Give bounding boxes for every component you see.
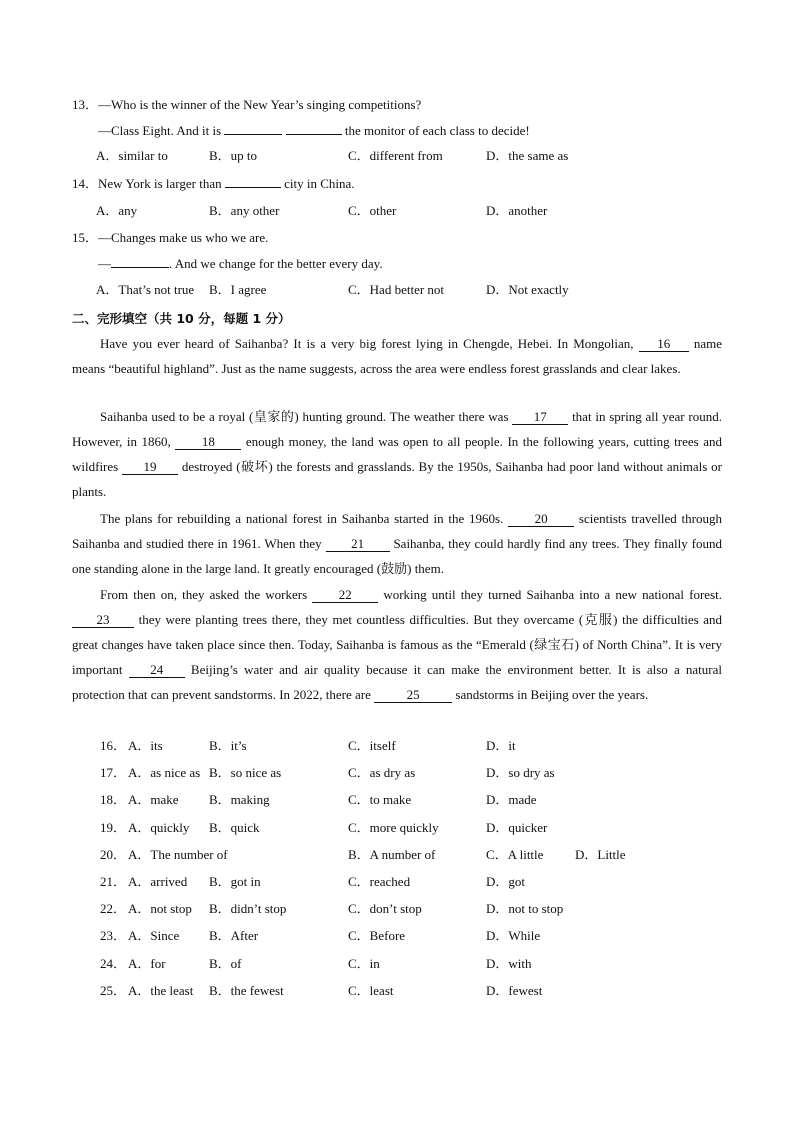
option-a: A．The number of bbox=[128, 847, 228, 862]
q15-stem: 15．—Changes make us who we are. bbox=[72, 230, 269, 245]
option-d: D．fewest bbox=[486, 983, 543, 998]
option-a: A．its bbox=[128, 738, 163, 753]
q13-option-d: D．the same as bbox=[486, 148, 569, 163]
option-d: D．not to stop bbox=[486, 901, 564, 916]
passage-paragraph-2: Saihanba used to be a royal (皇家的) hunting ground. The weather there was 17 that in spring all year round. However, in 1860, 18 enough money, the land was open to all people. In the following years, cutting trees and wildfires 19 destroyed (破坏) the forests and grasslands. By the 1950s, Saihanba had poor land without animals or plants. bbox=[72, 409, 722, 499]
option-a: A．Since bbox=[128, 928, 180, 943]
q13-option-a: A．similar to bbox=[96, 148, 168, 163]
q15-option-a: A．That’s not true bbox=[96, 282, 195, 297]
option-a: A．for bbox=[128, 956, 166, 971]
q13-stem: 13．—Who is the winner of the New Year’s singing competitions? bbox=[72, 97, 422, 112]
answer-number: 16． bbox=[100, 738, 127, 753]
option-c: C．don’t stop bbox=[348, 901, 422, 916]
blank-16: 16 bbox=[639, 337, 689, 352]
option-c: C．least bbox=[348, 983, 394, 998]
option-b: B．of bbox=[209, 956, 242, 971]
option-a: A．the least bbox=[128, 983, 194, 998]
option-b: B．A number of bbox=[348, 847, 436, 862]
q15-line2: — . And we change for the better every day. bbox=[98, 256, 383, 271]
option-d: D．it bbox=[486, 738, 516, 753]
q14-stem: 14．New York is larger than city in China. bbox=[72, 176, 355, 191]
blank-25: 25 bbox=[374, 688, 452, 703]
section-title: 二、完形填空（共 10 分，每题 1 分） bbox=[72, 311, 291, 326]
option-c: C．itself bbox=[348, 738, 396, 753]
answer-number: 21． bbox=[100, 874, 127, 889]
answer-number: 20． bbox=[100, 847, 127, 862]
answer-number: 24． bbox=[100, 956, 127, 971]
q15-option-c: C．Had better not bbox=[348, 282, 445, 297]
answer-number: 22． bbox=[100, 901, 127, 916]
option-c: C．more quickly bbox=[348, 820, 439, 835]
option-c: C．Before bbox=[348, 928, 406, 943]
option-a: A．make bbox=[128, 792, 179, 807]
option-b: B．making bbox=[209, 792, 270, 807]
answer-number: 18． bbox=[100, 792, 127, 807]
q14-option-b: B．any other bbox=[209, 203, 280, 218]
passage-paragraph-3: The plans for rebuilding a national forest in Saihanba started in the 1960s. 20 scientists travelled through Saihanba and studied there in 1961. When they 21 Saihanba, they could hardly find any trees. They finally found one standing alone in the large land. It greatly encouraged (鼓励) them. bbox=[72, 511, 722, 576]
answer-number: 23． bbox=[100, 928, 127, 943]
option-b: B．quick bbox=[209, 820, 260, 835]
option-b: B．so nice as bbox=[209, 765, 282, 780]
q14-option-d: D．another bbox=[486, 203, 548, 218]
q13-blank-1 bbox=[224, 134, 282, 135]
blank-18: 18 bbox=[175, 435, 241, 450]
option-d: D．made bbox=[486, 792, 537, 807]
blank-24: 24 bbox=[129, 663, 185, 678]
passage-paragraph-4: From then on, they asked the workers 22 working until they turned Saihanba into a new national forest. 23 they were planting trees there, they met countless difficulties. But they overcame (克服) the difficulties and great changes have taken place since then. Today, Saihanba is famous as the “Emerald (绿宝石) of North China”. It is very important 24 Beijing’s water and air quality because it can make the environment better. It is also a natural protection that can prevent sandstorms. In 2022, there are 25 sandstorms in Beijing over the years. bbox=[72, 587, 722, 702]
option-d: D．Little bbox=[575, 847, 626, 862]
answer-number: 19． bbox=[100, 820, 127, 835]
option-a: A．as nice as bbox=[128, 765, 201, 780]
option-a: A．arrived bbox=[128, 874, 188, 889]
option-b: B．didn’t stop bbox=[209, 901, 287, 916]
option-d: D．quicker bbox=[486, 820, 548, 835]
option-c: C．in bbox=[348, 956, 380, 971]
option-b: B．got in bbox=[209, 874, 261, 889]
option-c: C．A little bbox=[486, 847, 544, 862]
q13-blank-2 bbox=[286, 134, 342, 135]
passage-paragraph-1: Have you ever heard of Saihanba? It is a very big forest lying in Chengde, Hebei. In Mongolian, 16 name means “beautiful highland”. Just as the name suggests, across the area were endless forest grasslands and clear lakes. bbox=[72, 336, 722, 376]
option-a: A．not stop bbox=[128, 901, 192, 916]
blank-21: 21 bbox=[326, 537, 390, 552]
option-d: D．While bbox=[486, 928, 541, 943]
q14-option-a: A．any bbox=[96, 203, 138, 218]
blank-17: 17 bbox=[512, 410, 568, 425]
q13-line2: —Class Eight. And it is the monitor of each class to decide! bbox=[98, 123, 530, 138]
q15-option-d: D．Not exactly bbox=[486, 282, 569, 297]
blank-22: 22 bbox=[312, 588, 378, 603]
option-b: B．the fewest bbox=[209, 983, 284, 998]
answer-number: 25． bbox=[100, 983, 127, 998]
q13-option-b: B．up to bbox=[209, 148, 258, 163]
option-a: A．quickly bbox=[128, 820, 190, 835]
option-b: B．it’s bbox=[209, 738, 247, 753]
option-d: D．got bbox=[486, 874, 526, 889]
option-b: B．After bbox=[209, 928, 259, 943]
option-d: D．with bbox=[486, 956, 532, 971]
blank-23: 23 bbox=[72, 613, 134, 628]
blank-19: 19 bbox=[122, 460, 178, 475]
q14-blank bbox=[225, 187, 281, 188]
answer-number: 17． bbox=[100, 765, 127, 780]
option-c: C．to make bbox=[348, 792, 412, 807]
option-d: D．so dry as bbox=[486, 765, 555, 780]
blank-20: 20 bbox=[508, 512, 574, 527]
q14-option-c: C．other bbox=[348, 203, 397, 218]
q13-option-c: C．different from bbox=[348, 148, 443, 163]
q15-blank bbox=[111, 267, 169, 268]
q15-option-b: B．I agree bbox=[209, 282, 267, 297]
option-c: C．reached bbox=[348, 874, 411, 889]
option-c: C．as dry as bbox=[348, 765, 416, 780]
